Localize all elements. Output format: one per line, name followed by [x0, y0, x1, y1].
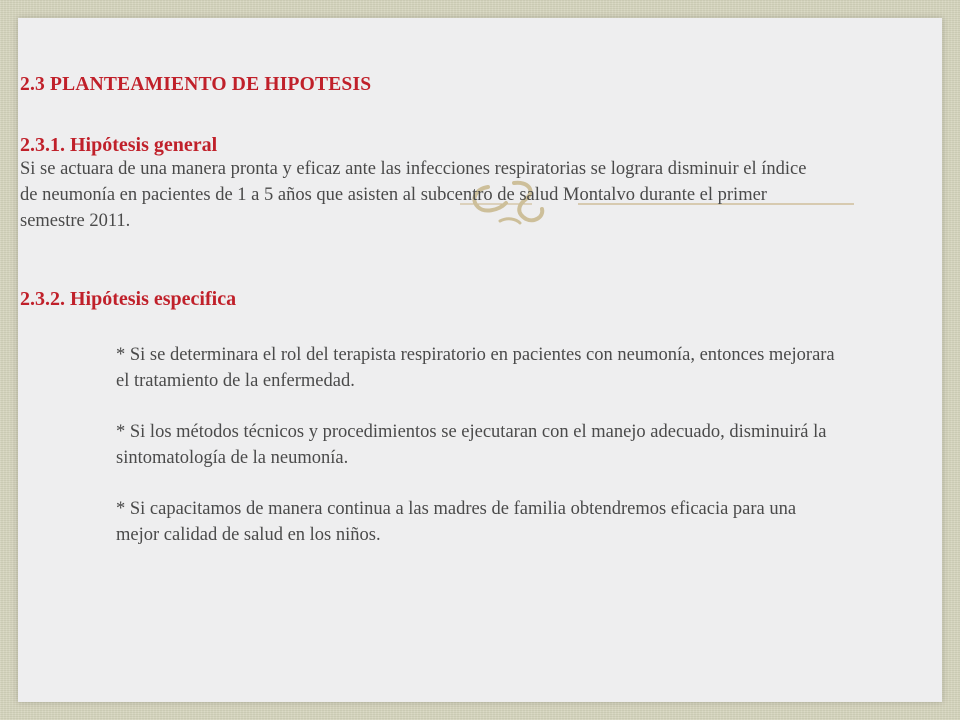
specific-hypothesis-list [116, 342, 836, 573]
list-item: * Si se determinara el rol del terapista respiratorio en pacientes con neumonía, entonces mejorara el tratamiento de la enfermedad. [116, 345, 835, 391]
page-title: 2.3 PLANTEAMIENTO DE HIPOTESIS [20, 74, 372, 95]
list-item: * Si los métodos técnicos y procedimientos se ejecutaran con el manejo adecuado, disminuirá la sintomatología de la neumonía. [116, 422, 827, 468]
list-item: * Si capacitamos de manera continua a las madres de familia obtendremos eficacia para una mejor calidad de salud en los niños. [116, 499, 797, 545]
general-hypothesis-text: Si se actuara de una manera pronta y eficaz ante las infecciones respiratorias se lograra disminuir el índice de neumonía en pacientes de 1 a 5 años que asisten al subcentro de salud Montalvo durante el primer semestre 2011. [20, 159, 807, 231]
specific-hypothesis-heading: 2.3.2. Hipótesis especifica [20, 288, 237, 310]
general-hypothesis-heading: 2.3.1. Hipótesis general [20, 134, 218, 156]
